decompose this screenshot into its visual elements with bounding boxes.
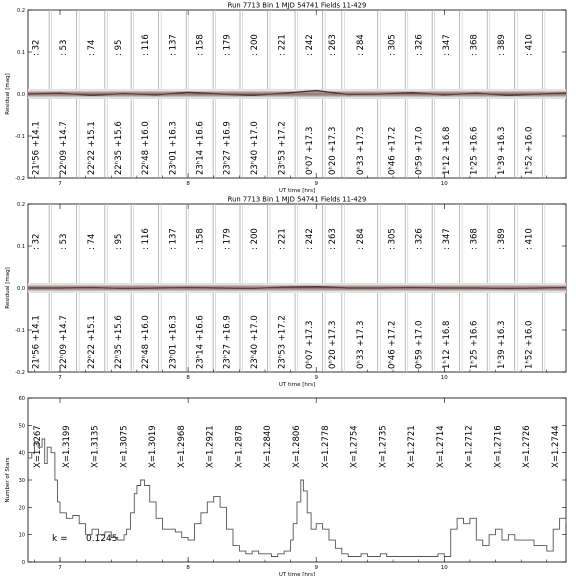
x-axis-label: UT time [hrs] <box>278 572 316 576</box>
x-tick-label: 7 <box>58 181 62 187</box>
field-coordinate-label: 22ʰ22 +15.1 <box>86 315 97 369</box>
field-coordinate-label: 1ʰ52 +16.0 <box>524 320 535 369</box>
airmass-label: X=1.3267 <box>33 425 43 468</box>
y-tick-label: 20 <box>18 505 25 512</box>
y-tick-label: 60 <box>18 396 25 402</box>
field-coordinate-label: 22ʰ09 +14.7 <box>58 315 69 369</box>
field-number-label: : 74 <box>86 233 97 250</box>
field-coordinate-label: 22ʰ22 +15.1 <box>86 121 97 175</box>
x-tick-label: 7 <box>58 565 62 571</box>
y-tick-label: -0.1 <box>15 328 25 334</box>
field-coordinate-label: 23ʰ27 +16.9 <box>222 121 233 175</box>
field-coordinate-label: 22ʰ48 +16.0 <box>140 315 151 369</box>
field-coordinate-label: 0ʰ20 +17.3 <box>328 320 339 369</box>
x-tick-label: 9 <box>314 565 318 571</box>
field-coordinate-label: 1ʰ25 +16.6 <box>469 320 480 369</box>
field-coordinate-label: 22ʰ35 +15.6 <box>114 121 124 175</box>
field-number-label: : 32 <box>31 233 42 250</box>
x-axis-label: UT time [hrs] <box>278 382 316 388</box>
y-tick-label: 0.2 <box>17 8 25 14</box>
y-tick-label: -0.2 <box>15 370 25 376</box>
field-number-label: : 200 <box>249 34 260 56</box>
field-coordinate-label: 23ʰ14 +16.6 <box>195 315 206 369</box>
y-axis-label: Residual [mag] <box>5 267 11 309</box>
field-number-label: : 221 <box>277 228 288 250</box>
field-coordinate-label: 0ʰ33 +17.3 <box>355 126 366 175</box>
field-number-label: : 368 <box>469 34 480 56</box>
y-tick-label: 10 <box>18 532 25 539</box>
field-coordinate-label: 0ʰ07 +17.3 <box>304 320 315 369</box>
field-number-label: : 116 <box>140 34 151 56</box>
x-tick-label: 8 <box>186 181 190 187</box>
airmass-label: X=1.2721 <box>407 425 418 468</box>
chart-title: Run 7713 Bin 1 MJD 54741 Fields 11-429 <box>227 195 367 204</box>
x-tick-label: 10 <box>440 375 448 381</box>
airmass-label: X=1.2968 <box>176 425 187 468</box>
field-coordinate-label: 1ʰ39 +16.3 <box>497 320 507 369</box>
y-tick-label: 0.0 <box>17 92 25 98</box>
chart-title: Run 7713 Bin 1 MJD 54741 Fields 11-429 <box>227 1 367 10</box>
field-coordinate-label: 22ʰ48 +16.0 <box>140 121 151 175</box>
x-axis-label: UT time [hrs] <box>278 188 316 194</box>
x-tick-label: 8 <box>186 375 190 381</box>
airmass-label: X=1.2806 <box>292 425 302 468</box>
field-number-label: : 200 <box>249 228 260 250</box>
airmass-label: X=1.2716 <box>493 425 504 468</box>
airmass-label: X=1.2921 <box>205 425 216 468</box>
field-number-label: : 53 <box>58 233 69 250</box>
field-number-label: : 410 <box>524 34 535 56</box>
field-coordinate-label: 23ʰ53 +17.2 <box>277 121 288 175</box>
x-tick-label: 9 <box>314 181 318 187</box>
airmass-label: X=1.2754 <box>349 425 360 468</box>
field-number-label: : 326 <box>414 34 425 56</box>
field-number-label: : 116 <box>140 228 151 250</box>
field-coordinate-label: 23ʰ14 +16.6 <box>195 121 206 175</box>
field-number-label: : 284 <box>355 228 366 250</box>
airmass-label: X=1.2726 <box>522 425 533 468</box>
airmass-label: X=1.2840 <box>263 425 274 468</box>
field-number-label: : 284 <box>355 34 366 56</box>
field-coordinate-label: 23ʰ53 +17.2 <box>277 315 288 369</box>
field-coordinate-label: 21ʰ56 +14.1 <box>31 121 42 175</box>
field-coordinate-label: 23ʰ01 +16.3 <box>168 121 179 175</box>
k-coefficient-value: 0.1245 <box>86 534 118 544</box>
chart-panel-3 <box>5 396 566 576</box>
field-coordinate-label: 1ʰ12 +16.8 <box>441 320 452 369</box>
field-coordinate-label: 21ʰ56 +14.1 <box>31 315 42 369</box>
airmass-label: X=1.3199 <box>61 425 72 468</box>
y-axis-label: Residual [mag] <box>5 73 11 115</box>
field-number-label: : 305 <box>387 34 398 56</box>
chart-panel-1 <box>5 2 566 195</box>
field-number-label: : 32 <box>31 39 42 56</box>
field-number-label: : 242 <box>304 228 315 250</box>
field-number-label: : 179 <box>222 228 233 250</box>
field-number-label: : 221 <box>277 34 288 56</box>
field-number-label: : 242 <box>304 34 315 56</box>
airmass-label: X=1.2714 <box>435 425 446 468</box>
field-coordinate-label: 0ʰ59 +17.0 <box>414 126 425 175</box>
field-number-label: : 137 <box>168 34 179 56</box>
y-tick-label: -0.1 <box>15 134 25 140</box>
airmass-label: X=1.2712 <box>464 425 475 468</box>
x-tick-label: 8 <box>186 565 190 571</box>
field-number-label: : 410 <box>524 228 535 250</box>
y-tick-label: 0.0 <box>17 286 25 292</box>
x-tick-label: 7 <box>58 375 62 381</box>
y-tick-label: 50 <box>18 423 25 430</box>
chart-panel-2 <box>5 196 566 389</box>
field-number-label: : 158 <box>195 34 206 56</box>
field-coordinate-label: 0ʰ33 +17.3 <box>355 320 366 369</box>
field-number-label: : 347 <box>441 228 452 250</box>
field-number-label: : 389 <box>497 34 507 56</box>
field-number-label: : 389 <box>497 228 507 250</box>
field-coordinate-label: 0ʰ20 +17.3 <box>328 126 339 175</box>
field-coordinate-label: 1ʰ25 +16.6 <box>469 126 480 175</box>
field-coordinate-label: 23ʰ27 +16.9 <box>222 315 233 369</box>
field-number-label: : 305 <box>387 228 398 250</box>
field-number-label: : 95 <box>114 39 124 56</box>
x-tick-label: 10 <box>440 181 448 187</box>
field-coordinate-label: 22ʰ35 +15.6 <box>114 315 124 369</box>
field-number-label: : 137 <box>168 228 179 250</box>
field-number-label: : 95 <box>114 233 124 250</box>
y-tick-label: 0.2 <box>17 202 25 208</box>
y-tick-label: 0 <box>21 560 25 566</box>
field-number-label: : 326 <box>414 228 425 250</box>
field-number-label: : 158 <box>195 228 206 250</box>
x-tick-label: 10 <box>440 565 448 571</box>
airmass-label: X=1.2778 <box>320 425 331 468</box>
field-number-label: : 179 <box>222 34 233 56</box>
field-coordinate-label: 0ʰ46 +17.2 <box>387 320 398 369</box>
field-coordinate-label: 0ʰ07 +17.3 <box>304 126 315 175</box>
field-number-label: : 263 <box>328 228 339 250</box>
field-coordinate-label: 1ʰ52 +16.0 <box>524 126 535 175</box>
airmass-label: X=1.2878 <box>234 425 245 468</box>
field-number-label: : 263 <box>328 34 339 56</box>
airmass-label: X=1.2744 <box>551 425 561 468</box>
field-number-label: : 53 <box>58 39 69 56</box>
field-number-label: : 74 <box>86 39 97 56</box>
field-coordinate-label: 1ʰ12 +16.8 <box>441 126 452 175</box>
field-number-label: : 347 <box>441 34 452 56</box>
y-tick-label: 0.1 <box>17 244 25 250</box>
x-tick-label: 9 <box>314 375 318 381</box>
field-coordinate-label: 1ʰ39 +16.3 <box>497 126 507 175</box>
y-tick-label: 0.1 <box>17 50 25 56</box>
y-axis-label: Number of Stars <box>5 457 11 503</box>
airmass-label: X=1.3019 <box>148 425 159 468</box>
field-coordinate-label: 23ʰ01 +16.3 <box>168 315 179 369</box>
airmass-label: X=1.2735 <box>378 425 389 468</box>
field-number-label: : 368 <box>469 228 480 250</box>
k-coefficient-label: k = <box>52 534 68 544</box>
field-coordinate-label: 0ʰ46 +17.2 <box>387 126 398 175</box>
y-tick-label: 40 <box>18 450 25 457</box>
airmass-label: X=1.3075 <box>119 425 130 468</box>
field-coordinate-label: 23ʰ40 +17.0 <box>249 315 260 369</box>
field-coordinate-label: 0ʰ59 +17.0 <box>414 320 425 369</box>
airmass-label: X=1.3135 <box>90 425 101 468</box>
y-tick-label: 30 <box>18 478 25 484</box>
field-coordinate-label: 23ʰ40 +17.0 <box>249 121 260 175</box>
y-tick-label: -0.2 <box>15 176 25 182</box>
field-coordinate-label: 22ʰ09 +14.7 <box>58 121 69 175</box>
